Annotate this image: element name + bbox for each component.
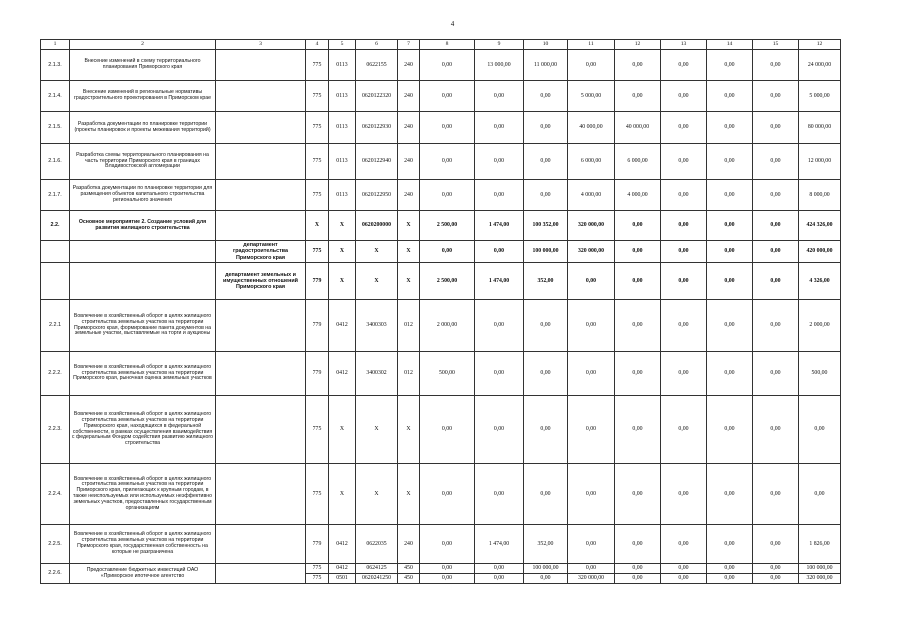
cell-csr: 0620122930 [356, 112, 398, 144]
cell-grbs: 775 [306, 81, 329, 112]
header-cell: 12 [615, 40, 661, 50]
cell-col-10: 100 000,00 [524, 564, 568, 574]
cell-csr: 0620122940 [356, 144, 398, 180]
cell-rz-pr: 0113 [329, 144, 356, 180]
cell-grbs: 775 [306, 180, 329, 211]
cell-responsible [216, 396, 306, 464]
cell-row-number [41, 241, 70, 263]
cell-col-11: 6 000,00 [568, 144, 615, 180]
cell-col-12: 4 000,00 [615, 180, 661, 211]
cell-col-8: 2 500,00 [420, 211, 475, 241]
header-cell: 4 [306, 40, 329, 50]
cell-vr: 450 [398, 564, 420, 574]
cell-col-8: 0,00 [420, 50, 475, 81]
header-cell: 6 [356, 40, 398, 50]
cell-col-11: 0,00 [568, 300, 615, 352]
cell-col-15: 0,00 [753, 241, 799, 263]
cell-col-9: 0,00 [475, 300, 524, 352]
cell-col-9: 1 474,00 [475, 525, 524, 564]
cell-col-14: 0,00 [707, 241, 753, 263]
cell-csr: 0620122950 [356, 180, 398, 211]
cell-col-9: 0,00 [475, 241, 524, 263]
cell-col-12: 0,00 [615, 211, 661, 241]
cell-col-8: 0,00 [420, 81, 475, 112]
header-cell: 2 [70, 40, 216, 50]
cell-col-15: 0,00 [753, 564, 799, 574]
cell-col-15: 0,00 [753, 81, 799, 112]
cell-col-8: 0,00 [420, 112, 475, 144]
cell-total: 24 000,00 [799, 50, 841, 81]
cell-col-11: 0,00 [568, 464, 615, 525]
cell-total: 8 000,00 [799, 180, 841, 211]
cell-col-9: 0,00 [475, 81, 524, 112]
cell-row-number: 2.2.6. [41, 564, 70, 584]
cell-responsible [216, 50, 306, 81]
table-row [41, 396, 841, 464]
header-cell: 9 [475, 40, 524, 50]
cell-col-10: 0,00 [524, 396, 568, 464]
cell-responsible [216, 300, 306, 352]
cell-col-14: 0,00 [707, 525, 753, 564]
cell-row-number: 2.1.4. [41, 81, 70, 112]
cell-col-9: 0,00 [475, 564, 524, 574]
cell-vr: X [398, 396, 420, 464]
cell-measure-name [70, 263, 216, 300]
cell-total: 500,00 [799, 352, 841, 396]
cell-col-13: 0,00 [661, 525, 707, 564]
cell-col-13: 0,00 [661, 574, 707, 584]
table-row [41, 241, 841, 263]
cell-row-number: 2.1.7. [41, 180, 70, 211]
cell-rz-pr: 0501 [329, 574, 356, 584]
cell-csr: X [356, 263, 398, 300]
cell-col-11: 40 000,00 [568, 112, 615, 144]
cell-col-12: 0,00 [615, 396, 661, 464]
cell-col-11: 320 000,00 [568, 574, 615, 584]
cell-rz-pr: X [329, 241, 356, 263]
cell-grbs: 779 [306, 525, 329, 564]
table-row [41, 81, 841, 112]
cell-responsible [216, 180, 306, 211]
header-cell: 1 [41, 40, 70, 50]
header-cell: 7 [398, 40, 420, 50]
cell-col-13: 0,00 [661, 50, 707, 81]
cell-col-11: 0,00 [568, 352, 615, 396]
cell-col-12: 0,00 [615, 464, 661, 525]
cell-col-10: 0,00 [524, 81, 568, 112]
cell-col-8: 0,00 [420, 396, 475, 464]
cell-col-10: 0,00 [524, 574, 568, 584]
cell-col-9: 0,00 [475, 464, 524, 525]
cell-row-number: 2.2.1 [41, 300, 70, 352]
cell-col-14: 0,00 [707, 574, 753, 584]
cell-col-12: 0,00 [615, 564, 661, 574]
cell-col-9: 0,00 [475, 396, 524, 464]
cell-row-number: 2.1.5. [41, 112, 70, 144]
cell-col-12: 0,00 [615, 352, 661, 396]
cell-row-number: 2.2.4. [41, 464, 70, 525]
cell-measure-name: Внесение изменений в схему территориального планирования Приморского края [70, 50, 216, 81]
cell-responsible [216, 81, 306, 112]
cell-responsible: департамент земельных и имущественных отношений Приморского края [216, 263, 306, 300]
cell-col-15: 0,00 [753, 352, 799, 396]
cell-grbs: 775 [306, 396, 329, 464]
cell-col-11: 0,00 [568, 525, 615, 564]
cell-col-8: 0,00 [420, 574, 475, 584]
cell-col-15: 0,00 [753, 574, 799, 584]
cell-row-number: 2.1.3. [41, 50, 70, 81]
cell-col-10: 0,00 [524, 300, 568, 352]
cell-measure-name: Вовлечение в хозяйственный оборот в целях жилищного строительства земельных участков на территории Приморского края, государственная собственность на которые не разграничена [70, 525, 216, 564]
cell-grbs: 779 [306, 300, 329, 352]
cell-rz-pr: X [329, 396, 356, 464]
cell-col-14: 0,00 [707, 112, 753, 144]
cell-col-8: 0,00 [420, 464, 475, 525]
cell-col-13: 0,00 [661, 180, 707, 211]
header-cell: 10 [524, 40, 568, 50]
cell-total: 2 000,00 [799, 300, 841, 352]
cell-csr: 0620200000 [356, 211, 398, 241]
cell-total: 420 000,00 [799, 241, 841, 263]
cell-vr: 240 [398, 112, 420, 144]
cell-measure-name: Разработка документации по планировке территории (проекты планировок и проекты межевания территорий) [70, 112, 216, 144]
cell-col-11: 320 000,00 [568, 211, 615, 241]
cell-col-14: 0,00 [707, 352, 753, 396]
cell-col-15: 0,00 [753, 112, 799, 144]
cell-vr: 240 [398, 81, 420, 112]
cell-col-15: 0,00 [753, 50, 799, 81]
cell-row-number: 2.2.3. [41, 396, 70, 464]
cell-col-14: 0,00 [707, 564, 753, 574]
cell-col-13: 0,00 [661, 300, 707, 352]
cell-rz-pr: 0412 [329, 352, 356, 396]
table-row [41, 180, 841, 211]
table-row [41, 211, 841, 241]
cell-csr: 0620241250 [356, 574, 398, 584]
cell-vr: X [398, 464, 420, 525]
table-row [41, 263, 841, 300]
cell-col-8: 2 000,00 [420, 300, 475, 352]
cell-rz-pr: X [329, 464, 356, 525]
cell-grbs: 775 [306, 574, 329, 584]
cell-col-13: 0,00 [661, 352, 707, 396]
cell-col-12: 0,00 [615, 263, 661, 300]
cell-grbs: 775 [306, 50, 329, 81]
cell-col-12: 0,00 [615, 50, 661, 81]
cell-col-15: 0,00 [753, 180, 799, 211]
table-row [41, 112, 841, 144]
cell-responsible [216, 144, 306, 180]
cell-col-14: 0,00 [707, 464, 753, 525]
header-cell: 15 [753, 40, 799, 50]
cell-col-10: 0,00 [524, 464, 568, 525]
table-row [41, 50, 841, 81]
header-cell: 3 [216, 40, 306, 50]
header-cell: 13 [661, 40, 707, 50]
cell-col-14: 0,00 [707, 396, 753, 464]
cell-col-10: 11 000,00 [524, 50, 568, 81]
cell-col-14: 0,00 [707, 211, 753, 241]
cell-vr: X [398, 263, 420, 300]
cell-total: 0,00 [799, 464, 841, 525]
cell-col-11: 0,00 [568, 564, 615, 574]
cell-col-13: 0,00 [661, 144, 707, 180]
cell-vr: 240 [398, 50, 420, 81]
cell-rz-pr: 0412 [329, 300, 356, 352]
cell-vr: X [398, 211, 420, 241]
cell-measure-name: Внесение изменений в региональные нормативы градостроительного проектирования в Приморском крае [70, 81, 216, 112]
cell-col-9: 0,00 [475, 144, 524, 180]
cell-col-8: 0,00 [420, 180, 475, 211]
cell-col-13: 0,00 [661, 396, 707, 464]
cell-col-11: 0,00 [568, 263, 615, 300]
cell-col-10: 0,00 [524, 112, 568, 144]
cell-grbs: 779 [306, 352, 329, 396]
table-row [41, 352, 841, 396]
cell-col-8: 0,00 [420, 241, 475, 263]
cell-responsible [216, 352, 306, 396]
cell-col-8: 500,00 [420, 352, 475, 396]
cell-vr: 012 [398, 300, 420, 352]
cell-grbs: 775 [306, 564, 329, 574]
cell-col-14: 0,00 [707, 263, 753, 300]
cell-col-14: 0,00 [707, 81, 753, 112]
cell-col-10: 0,00 [524, 352, 568, 396]
cell-csr: 0622155 [356, 50, 398, 81]
cell-rz-pr: 0412 [329, 525, 356, 564]
cell-col-14: 0,00 [707, 50, 753, 81]
cell-vr: 012 [398, 352, 420, 396]
cell-col-15: 0,00 [753, 525, 799, 564]
cell-col-15: 0,00 [753, 464, 799, 525]
cell-col-15: 0,00 [753, 396, 799, 464]
cell-total: 4 326,00 [799, 263, 841, 300]
cell-col-9: 13 000,00 [475, 50, 524, 81]
cell-col-13: 0,00 [661, 263, 707, 300]
table-row [41, 144, 841, 180]
cell-row-number: 2.2. [41, 211, 70, 241]
cell-col-15: 0,00 [753, 300, 799, 352]
cell-col-9: 0,00 [475, 574, 524, 584]
cell-col-13: 0,00 [661, 81, 707, 112]
cell-col-13: 0,00 [661, 211, 707, 241]
cell-col-10: 0,00 [524, 180, 568, 211]
cell-col-9: 1 474,00 [475, 211, 524, 241]
cell-col-11: 320 000,00 [568, 241, 615, 263]
cell-col-12: 0,00 [615, 574, 661, 584]
cell-measure-name: Вовлечение в хозяйственный оборот в целях жилищного строительства земельных участков на территории Приморского края, находящихся в федеральной собственности, в рамках осуществления взаимодействия с федеральным Фондом содействия развитию жилищного строительства [70, 396, 216, 464]
cell-col-14: 0,00 [707, 144, 753, 180]
page-number: 4 [450, 20, 455, 28]
cell-col-13: 0,00 [661, 112, 707, 144]
cell-col-8: 0,00 [420, 564, 475, 574]
cell-col-12: 0,00 [615, 525, 661, 564]
cell-rz-pr: 0113 [329, 112, 356, 144]
cell-col-14: 0,00 [707, 180, 753, 211]
header-cell: 12 [799, 40, 841, 50]
cell-responsible [216, 112, 306, 144]
cell-col-11: 0,00 [568, 50, 615, 81]
cell-csr: X [356, 464, 398, 525]
table-row [41, 464, 841, 525]
header-cell: 14 [707, 40, 753, 50]
cell-grbs: 779 [306, 263, 329, 300]
cell-total: 424 326,00 [799, 211, 841, 241]
cell-total: 0,00 [799, 396, 841, 464]
cell-csr: X [356, 241, 398, 263]
cell-col-10: 352,00 [524, 263, 568, 300]
cell-col-11: 5 000,00 [568, 81, 615, 112]
cell-col-12: 0,00 [615, 300, 661, 352]
cell-col-8: 0,00 [420, 525, 475, 564]
budget-table [40, 39, 841, 584]
cell-total: 1 826,00 [799, 525, 841, 564]
cell-rz-pr: 0113 [329, 180, 356, 211]
cell-rz-pr: X [329, 263, 356, 300]
cell-grbs: 775 [306, 241, 329, 263]
cell-vr: 240 [398, 180, 420, 211]
cell-col-13: 0,00 [661, 564, 707, 574]
cell-measure-name: Разработка документации по планировке территории для размещения объектов капитального строительства регионального значения [70, 180, 216, 211]
cell-measure-name: Предоставление бюджетных инвестиций ОАО «Приморское ипотечное агентство [70, 564, 216, 584]
cell-col-9: 1 474,00 [475, 263, 524, 300]
cell-col-10: 100 352,00 [524, 211, 568, 241]
cell-rz-pr: 0113 [329, 50, 356, 81]
cell-responsible [216, 525, 306, 564]
cell-col-12: 6 000,00 [615, 144, 661, 180]
header-cell: 8 [420, 40, 475, 50]
cell-col-10: 0,00 [524, 144, 568, 180]
cell-row-number: 2.2.5. [41, 525, 70, 564]
cell-vr: X [398, 241, 420, 263]
cell-csr: X [356, 396, 398, 464]
cell-total: 100 000,00 [799, 564, 841, 574]
cell-col-15: 0,00 [753, 211, 799, 241]
cell-responsible [216, 211, 306, 241]
cell-csr: 3400302 [356, 352, 398, 396]
table-row [41, 525, 841, 564]
cell-col-15: 0,00 [753, 263, 799, 300]
cell-csr: 0620122320 [356, 81, 398, 112]
cell-csr: 3400303 [356, 300, 398, 352]
cell-responsible: департамент градостроительства Приморского края [216, 241, 306, 263]
cell-col-9: 0,00 [475, 112, 524, 144]
cell-vr: 450 [398, 574, 420, 584]
cell-measure-name: Вовлечение в хозяйственный оборот в целях жилищного строительства земельных участков на территории Приморского края, формирование пакета документов на земельные участки, выставляемые на торги и аукционы [70, 300, 216, 352]
cell-grbs: 775 [306, 144, 329, 180]
cell-col-11: 4 000,00 [568, 180, 615, 211]
header-row [41, 40, 841, 50]
cell-vr: 240 [398, 525, 420, 564]
cell-measure-name: Основное мероприятие 2. Создание условий для развития жилищного строительства [70, 211, 216, 241]
cell-responsible [216, 464, 306, 525]
cell-measure-name: Разработка схемы территориального планирования на часть территории Приморского края в границах Владивостокской агломерации [70, 144, 216, 180]
cell-col-8: 2 500,00 [420, 263, 475, 300]
cell-measure-name: Вовлечение в хозяйственный оборот в целях жилищного строительства земельных участков на территории Приморского края, рыночная оценка земельных участков [70, 352, 216, 396]
cell-row-number [41, 263, 70, 300]
cell-row-number: 2.1.6. [41, 144, 70, 180]
cell-col-8: 0,00 [420, 144, 475, 180]
cell-col-13: 0,00 [661, 241, 707, 263]
cell-measure-name: Вовлечение в хозяйственный оборот в целях жилищного строительства земельных участков на территории Приморского края, прилегающих к крупным городам, в также неиспользуемых или используемых неэффективно земельных участков, предоставленных государственным организациям [70, 464, 216, 525]
cell-col-10: 352,00 [524, 525, 568, 564]
cell-col-12: 40 000,00 [615, 112, 661, 144]
cell-measure-name [70, 241, 216, 263]
cell-total: 12 000,00 [799, 144, 841, 180]
header-cell: 5 [329, 40, 356, 50]
cell-col-10: 100 000,00 [524, 241, 568, 263]
cell-col-15: 0,00 [753, 144, 799, 180]
header-cell: 11 [568, 40, 615, 50]
cell-rz-pr: X [329, 211, 356, 241]
cell-col-9: 0,00 [475, 180, 524, 211]
table-row [41, 564, 841, 574]
cell-col-14: 0,00 [707, 300, 753, 352]
cell-col-12: 0,00 [615, 241, 661, 263]
cell-col-12: 0,00 [615, 81, 661, 112]
cell-col-9: 0,00 [475, 352, 524, 396]
table-row [41, 300, 841, 352]
cell-responsible [216, 564, 306, 584]
cell-col-11: 0,00 [568, 396, 615, 464]
cell-col-13: 0,00 [661, 464, 707, 525]
cell-row-number: 2.2.2. [41, 352, 70, 396]
cell-grbs: X [306, 211, 329, 241]
cell-rz-pr: 0412 [329, 564, 356, 574]
cell-total: 320 000,00 [799, 574, 841, 584]
cell-rz-pr: 0113 [329, 81, 356, 112]
cell-grbs: 775 [306, 112, 329, 144]
cell-grbs: 775 [306, 464, 329, 525]
cell-vr: 240 [398, 144, 420, 180]
cell-csr: 0624125 [356, 564, 398, 574]
cell-total: 5 000,00 [799, 81, 841, 112]
cell-total: 80 000,00 [799, 112, 841, 144]
cell-csr: 0622035 [356, 525, 398, 564]
